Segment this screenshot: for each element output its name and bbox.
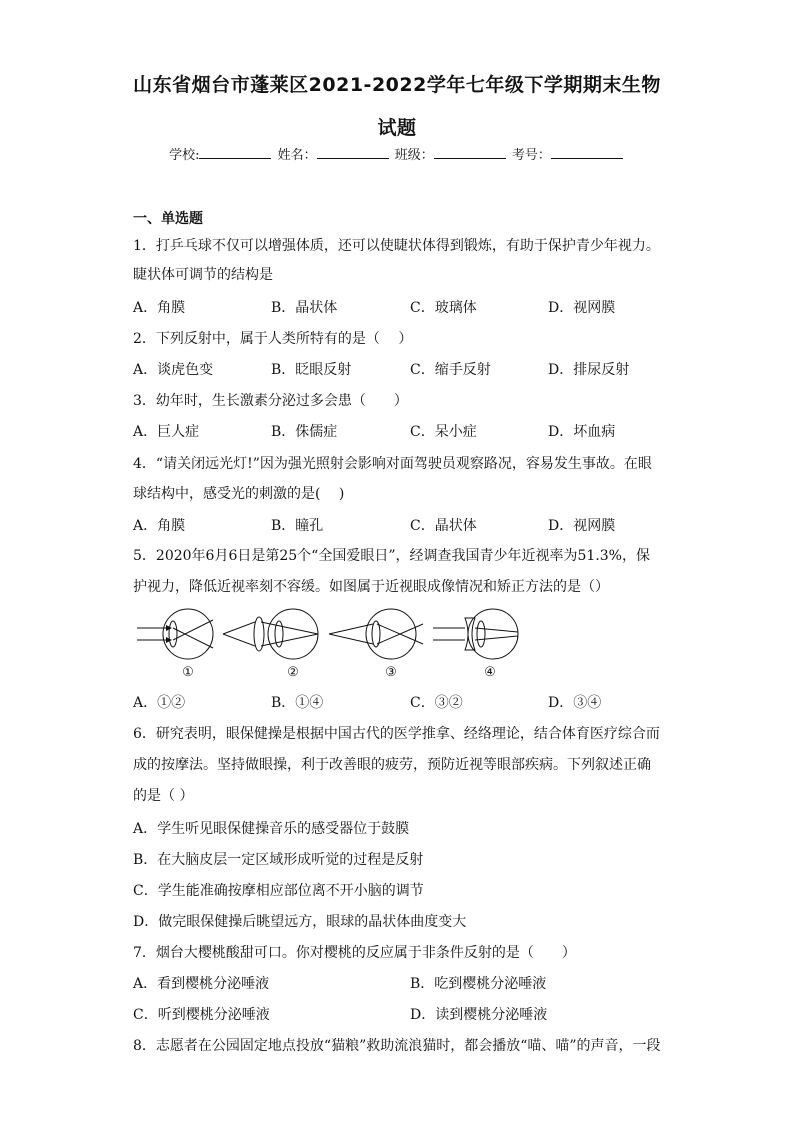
q6-option-a[interactable]: A．学生听见眼保健操音乐的感受器位于鼓膜 (133, 821, 410, 837)
eye-diagram-4 (433, 609, 518, 659)
q3-text-line1: 3．幼年时，生长激素分泌过多会患（ ） (133, 393, 408, 409)
q6-text-line2: 成的按摩法。坚持做眼操，利于改善眼的疲劳，预防近视等眼部疾病。下列叙述正确 (133, 757, 651, 773)
q4-option-d[interactable]: D．视网膜 (548, 518, 616, 534)
q5-option-c[interactable]: C．③② (410, 695, 463, 711)
q1-option-a[interactable]: A．角膜 (133, 300, 186, 316)
figure-label-4: ④ (484, 665, 496, 680)
eye-diagram-figure (133, 608, 533, 684)
q6-option-b[interactable]: B．在大脑皮层一定区域形成听觉的过程是反射 (133, 852, 424, 868)
q1-option-c[interactable]: C．玻璃体 (410, 300, 477, 316)
q3-option-d[interactable]: D．坏血病 (548, 424, 616, 440)
q4-option-b[interactable]: B．瞳孔 (271, 518, 324, 534)
number-label: 考号： (511, 148, 551, 163)
q5-option-b[interactable]: B．①④ (271, 695, 324, 711)
q3-option-b[interactable]: B．侏儒症 (271, 424, 338, 440)
q3-option-c[interactable]: C．呆小症 (410, 424, 477, 440)
exam-title-line2: 试题 (377, 117, 417, 139)
section-heading: 一、单选题 (133, 211, 203, 227)
school-label: 学校: (169, 148, 200, 163)
q3-option-a[interactable]: A．巨人症 (133, 424, 200, 440)
q8-text-line1: 8．志愿者在公园固定地点投放“猫粮”救助流浪猫时，都会播放“喵、喵”的声音，一段 (133, 1038, 661, 1054)
q7-text-line1: 7．烟台大樱桃酸甜可口。你对樱桃的反应属于非条件反射的是（ ） (133, 945, 576, 961)
class-blank[interactable] (434, 146, 506, 159)
q2-text-line1: 2．下列反射中，属于人类所特有的是（ ） (133, 331, 413, 347)
q7-option-d[interactable]: D．读到樱桃分泌唾液 (410, 1007, 548, 1023)
q7-option-b[interactable]: B．吃到樱桃分泌唾液 (410, 976, 547, 992)
name-label: 姓名： (277, 148, 317, 163)
q4-text-line1: 4．“请关闭远光灯!”因为强光照射会影响对面驾驶员观察路况，容易发生事故。在眼 (133, 456, 652, 472)
q5-text-line2: 护视力，降低近视率刻不容缓。如图属于近视眼成像情况和矫正方法的是（） (133, 579, 609, 595)
q2-option-b[interactable]: B．眨眼反射 (271, 362, 352, 378)
class-label: 班级： (394, 148, 434, 163)
q1-option-b[interactable]: B．晶状体 (271, 300, 338, 316)
q2-option-a[interactable]: A．谈虎色变 (133, 362, 214, 378)
q6-text-line1: 6．研究表明，眼保健操是根据中国古代的医学推拿、经络理论，结合体育医疗综合而 (133, 726, 660, 742)
q6-option-d[interactable]: D．做完眼保健操后眺望远方，眼球的晶状体曲度变大 (133, 914, 467, 930)
exam-title-line1: 山东省烟台市蓬莱区2021-2022学年七年级下学期期末生物 (133, 74, 661, 96)
number-blank[interactable] (551, 146, 623, 159)
q7-option-a[interactable]: A．看到樱桃分泌唾液 (133, 976, 270, 992)
q2-option-d[interactable]: D．排尿反射 (548, 362, 630, 378)
q4-text-line2: 球结构中，感受光的刺激的是( ) (133, 486, 345, 502)
student-info-row (0, 144, 794, 163)
q1-text-line1: 1．打乒乓球不仅可以增强体质，还可以使睫状体得到锻炼，有助于保护青少年视力。 (133, 238, 660, 254)
eye-diagram-2 (223, 609, 318, 659)
eye-diagram-1 (137, 609, 213, 659)
q2-option-c[interactable]: C．缩手反射 (410, 362, 491, 378)
school-blank[interactable] (199, 146, 271, 159)
q5-text-line1: 5．2020年6月6日是第25个“全国爱眼日”，经调查我国青少年近视率为51.3%，保 (133, 548, 650, 564)
q4-option-a[interactable]: A．角膜 (133, 518, 186, 534)
q6-option-c[interactable]: C．学生能准确按摩相应部位离不开小脑的调节 (133, 883, 424, 899)
figure-label-1: ① (182, 665, 194, 680)
q5-option-a[interactable]: A．①② (133, 695, 186, 711)
figure-label-3: ③ (385, 665, 397, 680)
figure-label-2: ② (287, 665, 299, 680)
q7-option-c[interactable]: C．听到樱桃分泌唾液 (133, 1007, 270, 1023)
q1-text-line2: 睫状体可调节的结构是 (133, 267, 273, 283)
q1-option-d[interactable]: D．视网膜 (548, 300, 616, 316)
name-blank[interactable] (317, 146, 389, 159)
q5-option-d[interactable]: D．③④ (548, 695, 602, 711)
eye-diagram-3 (329, 609, 423, 659)
q6-text-line3: 的是（ ） (133, 788, 194, 804)
q4-option-c[interactable]: C．晶状体 (410, 518, 477, 534)
